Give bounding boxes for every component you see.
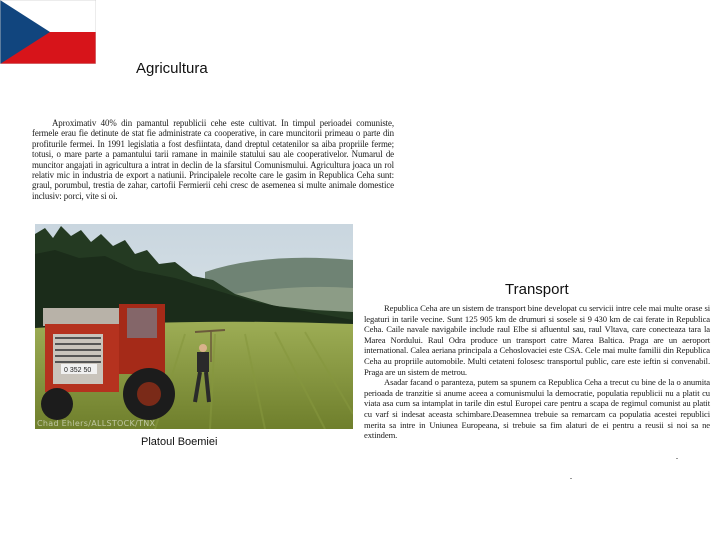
agriculture-paragraph: Aproximativ 40% din pamantul republicii cehe este cultivat. In timpul perioadei comuniste, fermele erau fie detinute de stat fie administrate ca cooperative, in care muncitorii primeau o parte din profiturile fermei. In 1991 legislatia a fost desfiintata, dand dreptul cetatenilor sa aiba propriile ferme; totusi, o mare parte a pamantului tarii ramane in mainile statului sau ale cooperativelor. Numarul de muncitor angajati in agricultura a intrat in declin de la sfarsitul Comunismului. Agricultura joaca un rol relativ mic in industria de export a natiunii. Principalele recolte care le gasim in Republica Ceha sunt: graul, porumbul, trestia de zahar, cartofii Fermierii cehi cresc de asemenea si multe animale domestice inclusiv: porci, vite si oi. [32, 118, 394, 201]
transport-paragraph-1: Republica Ceha are un sistem de transport bine developat cu servicii intre cele mai multe orase si legaturi in tarile vecine. Sunt 125 905 km de drumuri si sosele si 9 430 km de cai ferate in Republica Ceha. Caile navale navigabile include raul Elbe si afluentul sau, raul Vltava, care conecteaza tara la Marea Nordului. Raul Odra produce un transport catre Marea Baltica. Praga are un aeroport international. Calea aeriana principala a Cehoslovaciei este CSA. Cele mai multe familii din Republica Ceha au propriile automobile. Multi cetateni folosesc transportul public, care este ieftin si convenabil. Praga are un sistem de metrou. [364, 303, 710, 377]
photo-caption: Platoul Boemiei [141, 436, 218, 448]
czech-flag [0, 0, 96, 64]
photo-watermark: Chad Ehlers/ALLSTOCK/TNX [37, 419, 156, 428]
transport-text-image [364, 303, 710, 441]
tractor-plate: 0 352 50 [64, 367, 92, 374]
scan-speck [676, 458, 678, 459]
transport-paragraph-2: Asadar facand o paranteza, putem sa spunem ca Republica Ceha a trecut cu bine de la o anumita perioada de tranzitie si anume aceea a comunismului la democratie, populatia republicii nu a platit cu viata asa cum sa intamplat in tarile din estul Europei care pentru a scapa de regimul comunist au platit cu varf si indesat aceasta schimbare.Deasemnea trebuie sa remarcam ca populatia acestei republici merita sa intre in Uniunea Europeana, si trebuie sa fim alaturi de ei pentru a reusii si noi sa ne extindem. [364, 377, 710, 441]
agriculture-heading: Agricultura [136, 60, 208, 77]
scan-speck [570, 478, 572, 479]
transport-heading: Transport [505, 281, 569, 298]
farm-photo [35, 224, 353, 429]
agriculture-text-image [32, 118, 394, 201]
